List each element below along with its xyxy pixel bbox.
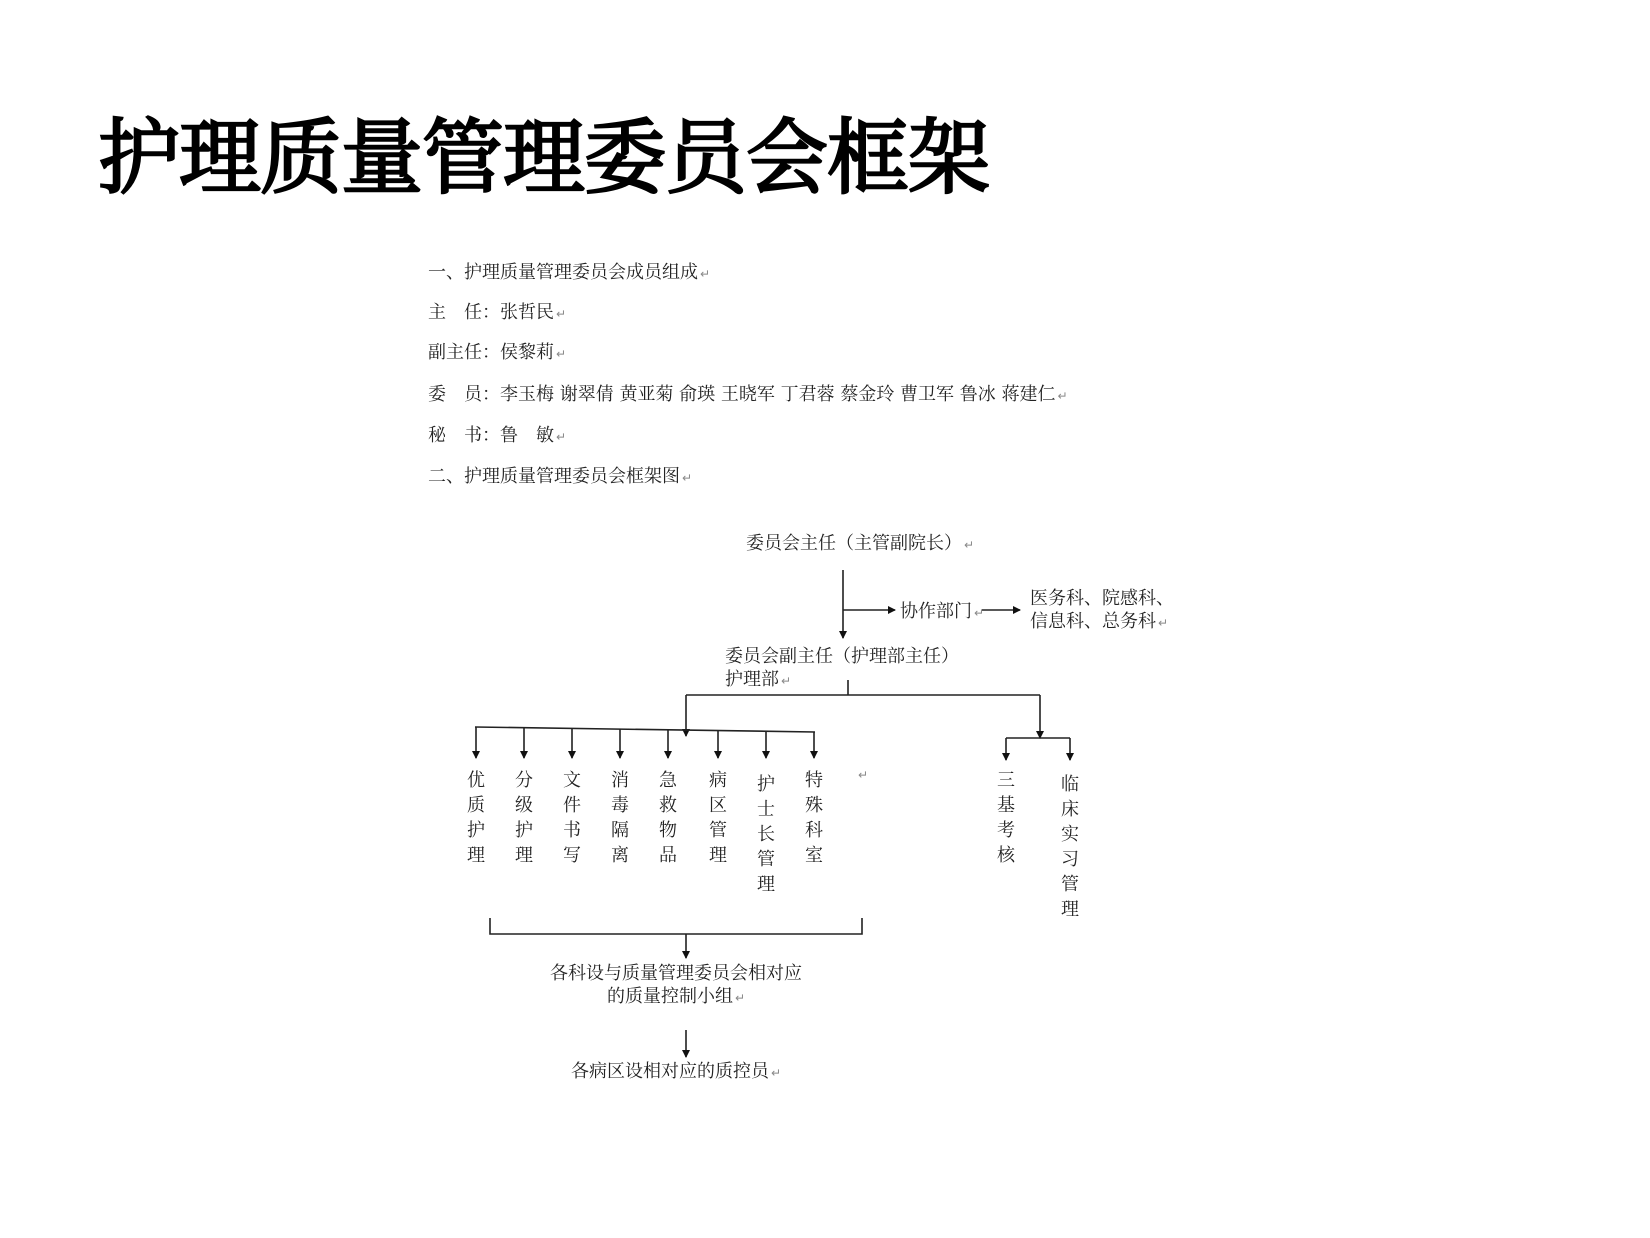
secretary-row: 秘 书：鲁 敏 ↵ <box>428 425 567 446</box>
coop-dept-node: 协作部门 ↵ <box>900 601 985 622</box>
deputy-row: 副主任：侯黎莉 ↵ <box>428 342 567 363</box>
group-分级护理: 分级护理 <box>515 770 533 866</box>
group-护士长管理: 护士长管理 <box>757 774 775 895</box>
diagram-heading: 二、护理质量管理委员会框架图 ↵ <box>428 466 693 487</box>
committee-names: 李玉梅 谢翠倩 黄亚菊 俞瑛 王晓军 丁君蓉 蔡金玲 曹卫军 鲁冰 蒋建仁 <box>500 384 1056 405</box>
director-name: 张哲民 <box>500 302 554 323</box>
committee-row: 委 员：李玉梅 谢翠倩 黄亚菊 俞瑛 王晓军 丁君蓉 蔡金玲 曹卫军 鲁冰 蒋建仁 ↵ <box>428 384 1068 405</box>
director-row: 主 任：张哲民 ↵ <box>428 302 567 323</box>
deputy-name: 侯黎莉 <box>500 342 554 363</box>
secretary-name: 鲁 敏 <box>500 425 554 446</box>
group-优质护理: 优质护理 <box>467 770 485 866</box>
committee-director-node: 委员会主任（主管副院长） ↵ <box>745 533 975 554</box>
group-文件书写: 文件书写 <box>563 770 581 866</box>
para-mark: ↵ <box>858 768 869 782</box>
group-消毒隔离: 消毒隔离 <box>611 770 629 866</box>
page-title: 护理质量管理委员会框架 <box>98 111 990 206</box>
left-group-bar <box>475 727 815 732</box>
group-急救物品: 急救物品 <box>659 770 677 866</box>
quality-control-group-node: 各科设与质量管理委员会相对应 的质量控制小组 ↵ <box>550 963 802 1007</box>
collect-bracket <box>490 918 862 934</box>
deputy-director-node: 委员会副主任（护理部主任） 护理部 ↵ <box>725 646 959 690</box>
group-临床实习管理: 临床实习管理 <box>1061 774 1079 920</box>
ward-controller-node: 各病区设相对应的质控员 ↵ <box>570 1061 782 1082</box>
members-heading: 一、护理质量管理委员会成员组成 ↵ <box>428 262 711 283</box>
group-三基考核: 三基考核 <box>997 770 1015 866</box>
group-特殊科室: 特殊科室 <box>805 770 823 866</box>
coop-dept-list: 医务科、院感科、 信息科、总务科 ↵ <box>1030 588 1174 632</box>
group-病区管理: 病区管理 <box>709 770 727 866</box>
